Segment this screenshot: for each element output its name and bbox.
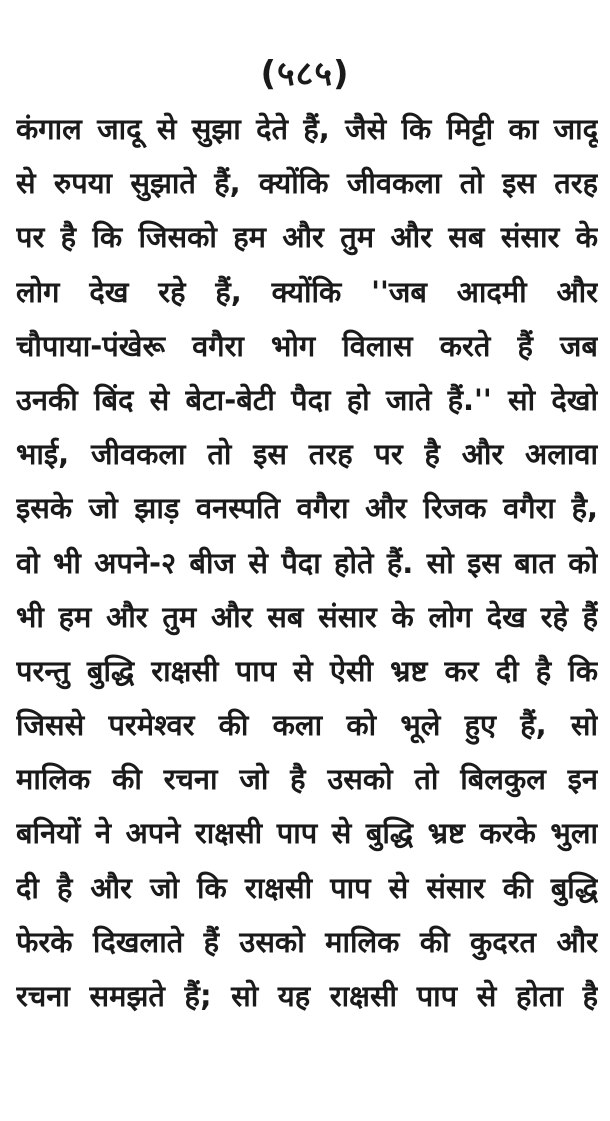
text-line-12: जिससे परमेश्वर की कला को भूले हुए हैं, सो (16, 708, 598, 743)
page-body-text (16, 102, 598, 1023)
text-line-5: चौपाया-पंखेरू वगैरा भोग विलास करते हैं जब (16, 328, 598, 363)
text-line-9: वो भी अपने-२ बीज से पैदा होते हैं. सो इस बात को (16, 545, 598, 580)
text-line-1: कंगाल जादू से सुझा देते हैं, जैसे कि मिट्टी का जादू (16, 112, 598, 146)
text-line-17: रचना समझते हैं; सो यह राक्षसी पाप से होता है (16, 979, 598, 1013)
text-line-15: दी है और जो कि राक्षसी पाप से संसार की बुद्धि (16, 870, 598, 905)
text-line-10: भी हम और तुम और सब संसार के लोग देख रहे हैं (16, 599, 598, 634)
page-number: (५८५) (260, 54, 350, 94)
text-line-16: फेरके दिखलाते हैं उसको मालिक की कुदरत और (16, 924, 598, 959)
text-line-6: उनकी बिंद से बेटा-बेटी पैदा हो जाते हैं.'' सो देखो (16, 382, 598, 417)
text-line-2: से रुपया सुझाते हैं, क्योंकि जीवकला तो इस तरह (16, 166, 598, 201)
text-line-4: लोग देख रहे हैं, क्योंकि ''जब आदमी और (16, 274, 598, 309)
text-line-13: मालिक की रचना जो है उसको तो बिलकुल इन (16, 762, 598, 797)
text-line-11: परन्तु बुद्धि राक्षसी पाप से ऐसी भ्रष्ट कर दी है कि (16, 653, 598, 688)
text-line-8: इसके जो झाड़ वनस्पति वगैरा और रिजक वगैरा है, (16, 491, 598, 526)
text-line-14: बनियों ने अपने राक्षसी पाप से बुद्धि भ्रष्ट करके भुला (16, 816, 598, 851)
text-line-3: पर है कि जिसको हम और तुम और सब संसार के (16, 220, 598, 255)
text-line-7: भाई, जीवकला तो इस तरह पर है और अलावा (16, 437, 598, 472)
